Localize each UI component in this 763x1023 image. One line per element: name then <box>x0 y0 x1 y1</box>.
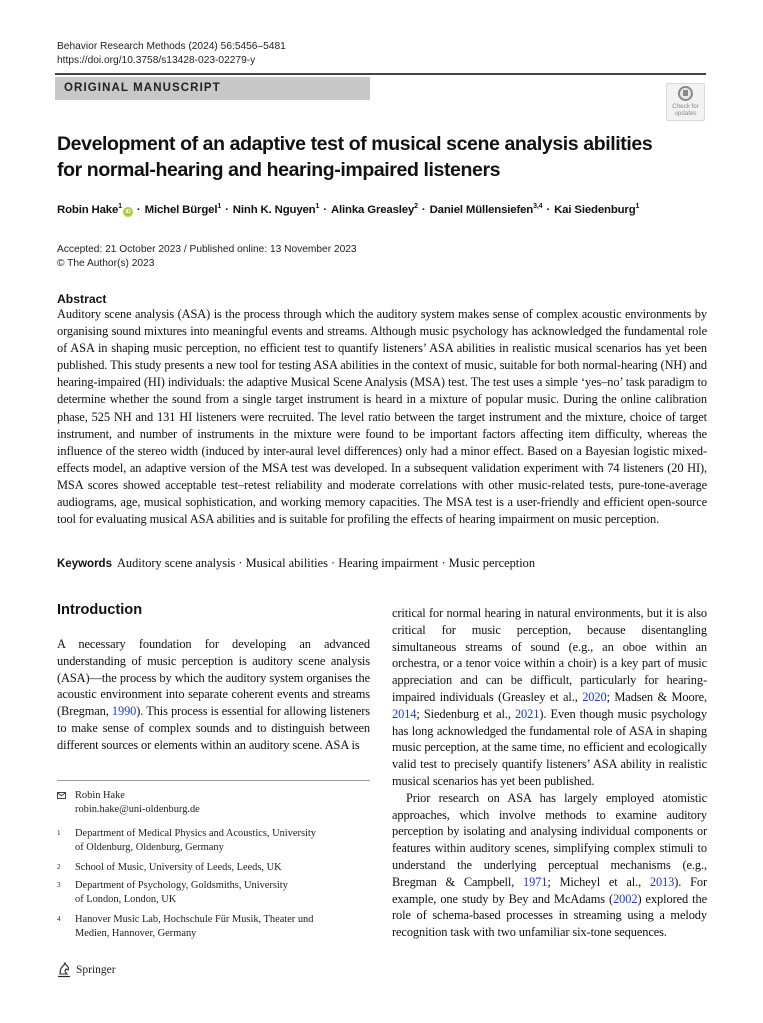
paragraph <box>392 790 707 941</box>
author[interactable] <box>430 204 543 216</box>
author-name: Daniel Müllensiefen <box>429 204 534 216</box>
doi-link[interactable]: https://doi.org/10.3758/s13428-023-02279-y <box>57 55 256 66</box>
citation-link[interactable]: 2020 <box>582 689 607 704</box>
affiliation-line: of London, London, UK <box>75 893 177 905</box>
check-for-updates-button[interactable] <box>666 83 705 121</box>
body-text: Prior research on ASA has largely employed atomistic approaches, which involve methods to examine auditory perception by isolating and analysing individual components or features within auditory scenes, simplifying complex stimuli to understand the underlying perceptual mechanisms (e.g., Bregman & Campbell, <box>392 790 707 889</box>
affiliation-marker: 1 <box>635 203 640 210</box>
affiliation-text <box>75 879 288 906</box>
affiliation-number: 3 <box>57 881 61 889</box>
contact-block <box>75 789 200 816</box>
paragraph <box>392 605 707 790</box>
title-line-2: for normal-hearing and hearing-impaired listeners <box>57 159 501 181</box>
affiliation-marker: 1 <box>217 203 222 210</box>
author[interactable] <box>554 204 639 216</box>
affiliation-text <box>75 827 316 854</box>
author-name: Ninh K. Nguyen <box>232 204 316 216</box>
author[interactable] <box>331 204 418 216</box>
author-name: Kai Siedenburg <box>554 204 636 216</box>
affiliation-marker: 1 <box>118 203 122 210</box>
citation-link[interactable]: 2013 <box>649 874 675 889</box>
right-column-text <box>392 605 707 941</box>
author-separator: · <box>543 204 554 216</box>
affiliation-number: 2 <box>57 863 61 871</box>
body-text: ; Siedenburg et al., <box>416 706 515 721</box>
author-name: Michel Bürgel <box>144 204 218 216</box>
check-updates-line1: Check for <box>672 103 699 110</box>
author-separator: · <box>418 204 429 216</box>
publisher-name: Springer <box>76 964 116 976</box>
keywords-list: Auditory scene analysis · Musical abilities · Hearing impairment · Music perception <box>116 556 536 570</box>
journal-citation: Behavior Research Methods (2024) 56:5456–5481 <box>57 41 286 52</box>
author[interactable] <box>145 204 222 216</box>
body-text: critical for normal hearing in natural environments, but it is also critical for music perception, because disentangling simultaneous streams of sound (e.g., an oboe within an orchestra, or a tenor voice within a choir) is a key part of music appreciation and can be difficult, particularly for hearing-impaired individuals (Greasley et al., <box>392 606 707 704</box>
affiliation-line: of Oldenburg, Oldenburg, Germany <box>75 841 224 853</box>
copyright-notice: © The Author(s) 2023 <box>57 258 155 269</box>
affiliation-marker: 3,4 <box>533 203 543 210</box>
body-text: A necessary foundation for developing an advanced understanding of music perception is auditory scene analysis (ASA)—the process by which the auditory system organises the acoustic environment into separate coherent events and streams (Bregman, <box>57 637 370 719</box>
affiliation-line: Department of Medical Physics and Acoustics, University <box>75 828 316 839</box>
introduction-heading: Introduction <box>57 602 143 618</box>
citation-link[interactable]: 2014 <box>392 706 417 721</box>
footnote-divider <box>57 780 370 781</box>
abstract-heading: Abstract <box>57 292 107 306</box>
title-line-1: Development of an adaptive test of musical scene analysis abilities <box>57 133 653 155</box>
orcid-icon[interactable]: iD <box>123 207 133 217</box>
check-for-updates-label <box>667 103 704 117</box>
author-separator: · <box>222 204 232 216</box>
envelope-icon <box>57 792 66 799</box>
citation-link[interactable]: 1990 <box>111 704 137 719</box>
affiliation-line: Department of Psychology, Goldsmiths, University <box>75 880 288 891</box>
affiliation-line: School of Music, University of Leeds, Leeds, UK <box>75 862 282 873</box>
body-text: ). Even though music psychology has long acknowledged the fundamental role of ASA in shaping music perception, at the same time, no efficient and ecologically valid test to precisely quantify listeners’ ASA ability in realistic musical scenarios has yet been published. <box>392 706 707 788</box>
article-type-banner: ORIGINAL MANUSCRIPT <box>55 77 370 100</box>
affiliation-marker: 2 <box>414 203 418 210</box>
affiliation-number: 1 <box>57 829 61 837</box>
body-text: ). For example, one study by Bey and McAdams ( <box>392 874 707 906</box>
check-updates-line2: updates <box>674 110 697 117</box>
contact-name: Robin Hake <box>75 790 125 801</box>
author-separator: · <box>133 204 144 216</box>
publication-dates: Accepted: 21 October 2023 / Published online: 13 November 2023 <box>57 244 357 255</box>
abstract-text: Auditory scene analysis (ASA) is the process through which the auditory system makes sense of complex acoustic environments by organising sound mixtures into meaningful events and streams. Although music psychology has acknowledged the fundamental role of ASA in shaping music perception, no efficient test to quantify listeners’ ASA abilities in realistic musical scenarios has yet been published. This study presents a new tool for testing ASA abilities in the context of music, suitable for both normal-hearing (NH) and hearing-impaired (HI) individuals: the adaptive Musical Scene Analysis (MSA) test. The test uses a simple ‘yes–no’ task paradigm to determine whether the sound from a single target instrument is heard in a mixture of popular music. During the online calibration phase, 525 NH and 131 HI listeners were recruited. The level ratio between the target instrument and the mixture, choice of target instrument, and number of instruments in the mixture were found to be important factors affecting item difficulty, whereas the influence of the stereo width (induced by inter-aural level differences) only had a minor effect. Based on a Bayesian logistic mixed-effects model, an adaptive version of the MSA test was developed. In a subsequent validation experiment with 74 listeners (20 HI), MSA scores showed acceptable test–retest reliability and moderate correlations with other music-related tests, pure-tone-average audiograms, age, musical sophistication, and working memory capacities. The MSA test is a user-friendly and efficient open-source tool for evaluating musical ASA abilities and is suitable for profiling the effects of hearing impairment on music perception. <box>57 307 707 527</box>
header-divider <box>55 73 706 75</box>
affiliation-text <box>75 861 282 875</box>
contact-email[interactable]: robin.hake@uni-oldenburg.de <box>75 803 200 815</box>
body-text: ). This process is essential for allowing listeners to make sense of complex sounds and to distinguish between different sources or elements within an auditory scene. ASA is <box>57 704 370 752</box>
body-text: ) explored the role of schema-based processes in streaming using a melody recognition task with two unfamiliar six-tone sequences. <box>392 891 707 940</box>
body-text: ; Micheyl et al., <box>547 874 650 889</box>
author[interactable] <box>57 204 122 216</box>
affiliation-line: Medien, Hannover, Germany <box>75 927 197 939</box>
paper-title <box>57 131 677 183</box>
keywords-label: Keywords <box>57 558 112 570</box>
author-name: Alinka Greasley <box>330 204 415 216</box>
author-list <box>57 204 639 217</box>
author[interactable] <box>233 204 319 216</box>
keywords-section <box>57 555 707 572</box>
springer-horse-icon <box>57 962 71 978</box>
affiliation-marker: 1 <box>315 203 320 210</box>
author-name: Robin Hake <box>57 204 119 216</box>
affiliation-text <box>75 913 313 940</box>
citation-link[interactable]: 1971 <box>522 874 548 889</box>
body-text: ; Madsen & Moore, <box>606 689 707 704</box>
author-separator: · <box>320 204 330 216</box>
affiliation-line: Hanover Music Lab, Hochschule Für Musik, Theater und <box>75 914 314 925</box>
check-for-updates-icon <box>678 86 693 101</box>
affiliation-number: 4 <box>57 915 61 923</box>
citation-link[interactable]: 2002 <box>613 891 638 906</box>
citation-link[interactable]: 2021 <box>514 706 540 721</box>
left-column-text <box>57 636 370 754</box>
